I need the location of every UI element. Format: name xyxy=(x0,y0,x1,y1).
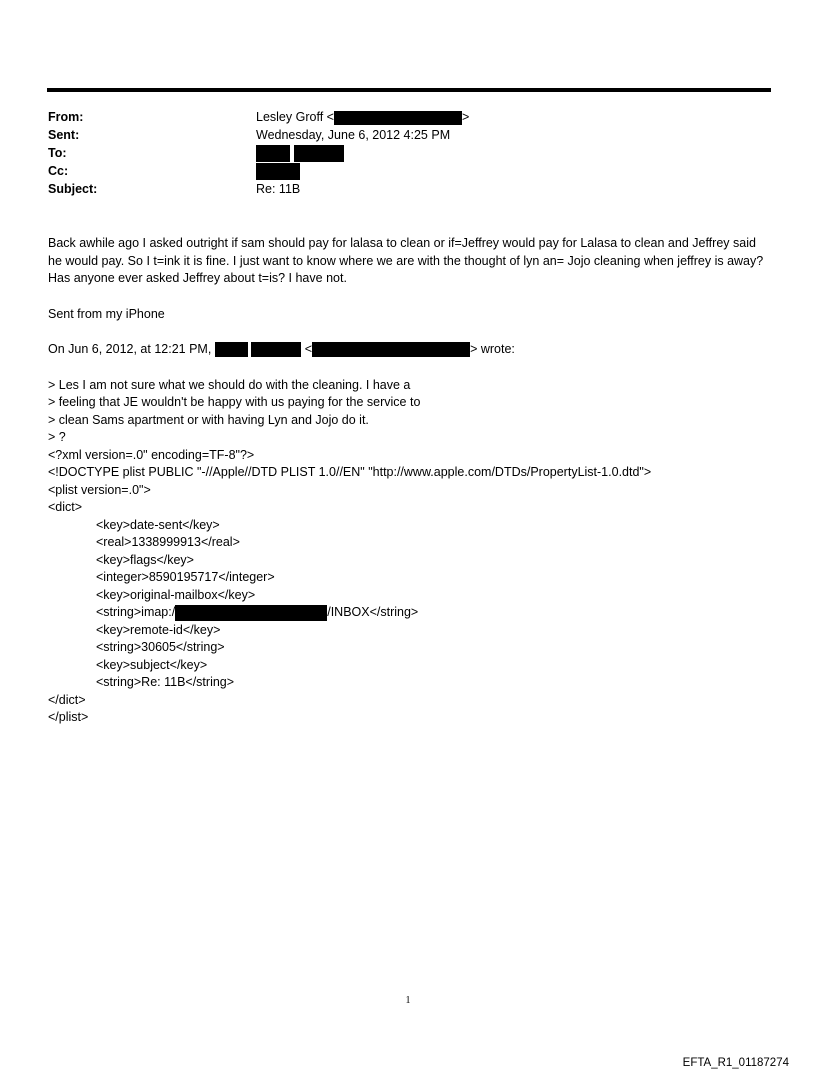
plist-key-flags: <key>flags</key> xyxy=(96,552,194,567)
quoted-line: > clean Sams apartment or with having Lyn and Jojo do it. xyxy=(48,412,369,427)
cc-value xyxy=(256,162,300,180)
redaction-block xyxy=(312,342,470,357)
sent-label: Sent: xyxy=(48,128,80,142)
redaction-block xyxy=(334,111,462,125)
imap-end: /INBOX</string> xyxy=(327,605,419,619)
quoted-line: > feeling that JE wouldn't be happy with us paying for the service to xyxy=(48,395,421,409)
dict-open: <dict> xyxy=(48,500,83,514)
bates-number: EFTA_R1_01187274 xyxy=(682,1057,789,1069)
to-value xyxy=(256,144,344,162)
subject-value: Re: 11B xyxy=(256,182,301,196)
signature: Sent from my iPhone xyxy=(48,306,165,321)
plist-close: </plist> xyxy=(48,710,89,724)
redaction-block xyxy=(256,145,290,162)
subject-label: Subject: xyxy=(48,182,98,196)
from-label: From: xyxy=(48,110,84,124)
plist-real: <real>1338999913</real> xyxy=(96,535,240,549)
quoted-line: > ? xyxy=(48,430,66,444)
redaction-block xyxy=(294,145,344,162)
quoted-line: > Les I am not sure what we should do with the cleaning. I have a xyxy=(48,377,411,392)
sent-value: Wednesday, June 6, 2012 4:25 PM xyxy=(256,128,451,142)
redaction-block xyxy=(251,342,301,357)
redaction-block xyxy=(215,342,248,357)
plist-xml-decl: <?xml version=.0" encoding=TF-8"?> xyxy=(48,447,255,462)
plist-string-subject: <string>Re: 11B</string> xyxy=(96,675,235,689)
to-label: To: xyxy=(48,146,67,160)
redaction-block xyxy=(256,163,300,180)
page-number: 1 xyxy=(405,995,411,1006)
email-body xyxy=(48,235,772,727)
cc-label: Cc: xyxy=(48,164,69,178)
plist-doctype: <!DOCTYPE plist PUBLIC "-//Apple//DTD PLIST 1.0//EN" "http://www.apple.com/DTDs/PropertyList-1.0.dtd"> xyxy=(48,465,652,479)
from-close: > xyxy=(461,110,470,124)
plist-open: <plist version=.0"> xyxy=(48,482,151,497)
quote-intro-start: On Jun 6, 2012, at 12:21 PM, xyxy=(48,342,212,356)
plist-key-subject: <key>subject</key> xyxy=(96,657,208,672)
from-value xyxy=(256,108,469,126)
quote-intro-lt: < xyxy=(304,342,313,356)
quote-intro xyxy=(48,341,772,359)
redaction-block xyxy=(175,605,327,621)
plist-key-mailbox: <key>original-mailbox</key> xyxy=(96,587,256,602)
plist-string-remote: <string>30605</string> xyxy=(96,640,225,654)
plist-key-remote: <key>remote-id</key> xyxy=(96,622,221,637)
imap-start: <string>imap:/ xyxy=(96,605,176,619)
quote-intro-end: > wrote: xyxy=(470,342,515,356)
dict-close: </dict> xyxy=(48,692,86,707)
plist-integer: <integer>8590195717</integer> xyxy=(96,570,275,584)
header-rule xyxy=(47,88,771,92)
from-name: Lesley Groff < xyxy=(256,110,334,124)
message-paragraph: Back awhile ago I asked outright if sam should pay for lalasa to clean or if=Jeffrey would pay for Lalasa to clean and Jeffrey said he would pay. So I t=ink it is fine. I just want to know where we are with the thought of lyn an= Jojo cleaning when jeffrey is away? Has anyone ever asked Jeffrey about t=is? I have not. xyxy=(48,236,764,285)
plist-key-date: <key>date-sent</key> xyxy=(96,517,220,532)
plist-string-imap xyxy=(48,604,772,622)
